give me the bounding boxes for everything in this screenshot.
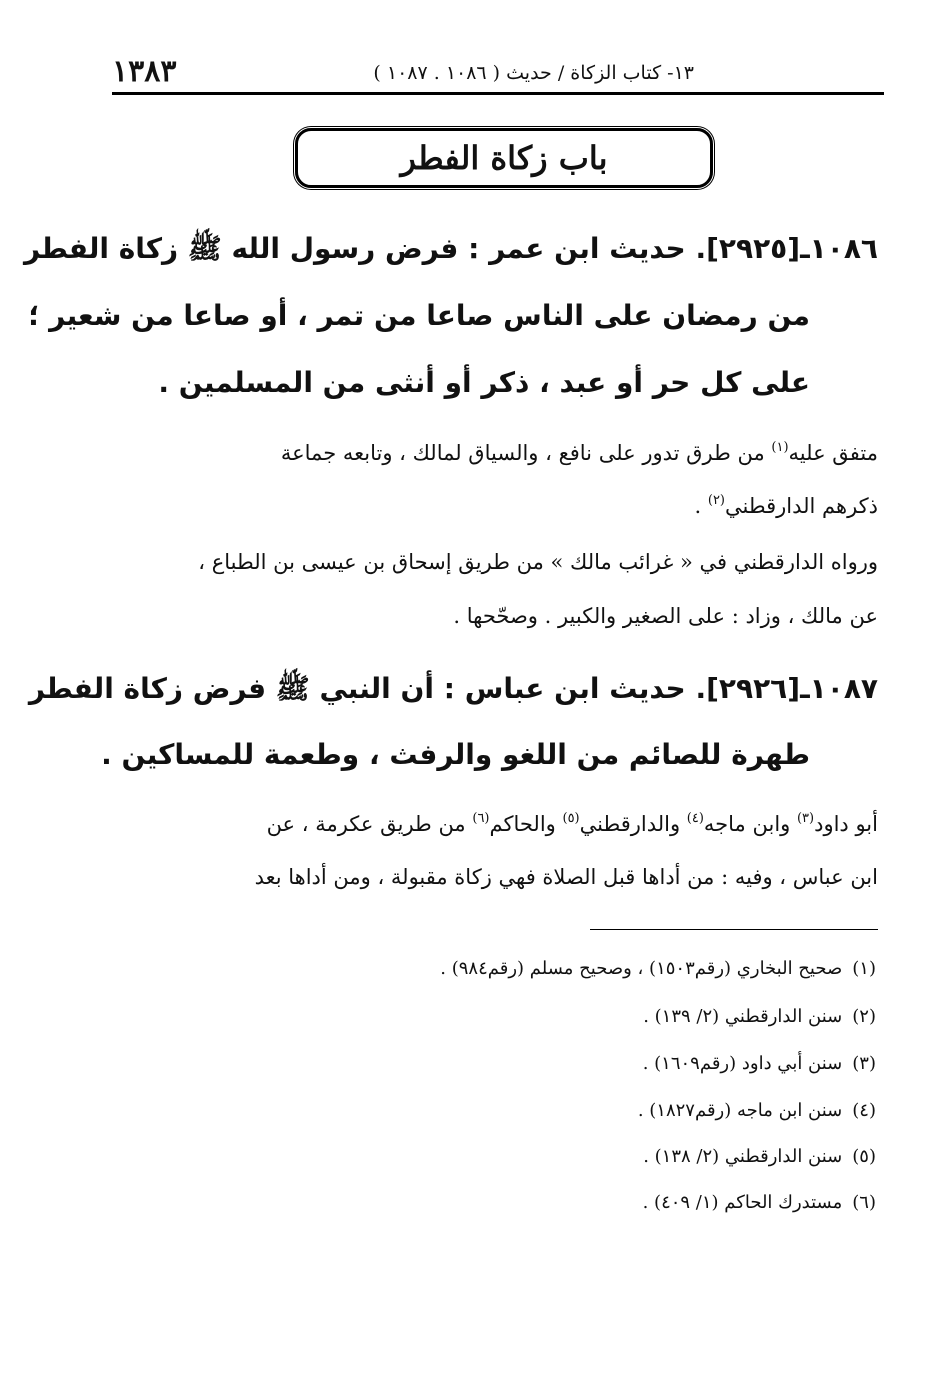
footnote-text: سنن ابن ماجه (رقم١٨٢٧) . (637, 1100, 843, 1121)
page-number: ١٣٨٣ (112, 54, 177, 89)
running-title: ١٣- كتاب الزكاة / حديث ( ١٠٨٦ . ١٠٨٧ ) (373, 62, 694, 84)
footnote-ref: (٥) (562, 811, 580, 826)
hadith-1086-line-1: ١٠٨٦ـ[٢٩٢٥]. حديث ابن عمر : فرض رسول الله ﷺ زكاة الفطر (23, 232, 878, 265)
hadith-1086-line-2: من رمضان على الناس صاعا من تمر ، أو صاعا من شعير ؛ (28, 299, 810, 332)
footnote-4 (638, 1100, 876, 1121)
commentary-1086-line-3: ورواه الدارقطني في « غرائب مالك » من طريق إسحاق بن عيسى بن الطباع ، (198, 550, 878, 574)
footnote-text: مستدرك الحاكم (١/ ٤٠٩) . (642, 1192, 843, 1213)
footnote-text: سنن الدارقطني (٢/ ١٣٩) . (643, 1006, 843, 1027)
commentary-text: . (694, 494, 708, 518)
footnote-ref: (٤) (686, 811, 704, 826)
commentary-1086-line-1 (281, 440, 878, 465)
commentary-text: أبو داود (814, 812, 878, 836)
footnote-separator (590, 929, 878, 930)
footnote-number: (٤) (852, 1100, 876, 1121)
commentary-1087-line-1 (267, 811, 878, 836)
page-header (112, 52, 884, 95)
footnote-2 (643, 1006, 876, 1027)
hadith-1087-line-1: ١٠٨٧ـ[٢٩٢٦]. حديث ابن عباس : أن النبي ﷺ فرض زكاة الفطر (28, 672, 878, 705)
footnote-1 (440, 958, 876, 979)
footnote-3 (643, 1053, 876, 1074)
commentary-text: والدارقطني (579, 812, 687, 836)
commentary-1086-line-2 (695, 493, 879, 518)
footnote-ref: (٢) (707, 493, 725, 508)
footnote-ref: (٦) (472, 811, 490, 826)
footnote-number: (٦) (852, 1192, 876, 1213)
footnote-text: سنن أبي داود (رقم١٦٠٩) . (642, 1053, 843, 1074)
commentary-1087-line-2: ابن عباس ، وفيه : من أداها قبل الصلاة فهي زكاة مقبولة ، ومن أداها بعد (254, 865, 878, 889)
footnote-number: (٥) (852, 1146, 876, 1167)
commentary-text: ذكرهم الدارقطني (725, 494, 878, 518)
footnote-text: سنن الدارقطني (٢/ ١٣٨) . (643, 1146, 843, 1167)
chapter-title: باب زكاة الفطر (400, 139, 608, 177)
chapter-title-box (295, 128, 713, 188)
commentary-text: وابن ماجه (703, 812, 797, 836)
commentary-text: من طرق تدور على نافع ، والسياق لمالك ، وتابعه جماعة (280, 441, 772, 465)
footnote-number: (٢) (852, 1006, 876, 1027)
hadith-1086-line-3: على كل حر أو عبد ، ذكر أو أنثى من المسلمين . (158, 366, 810, 399)
footnote-ref: (٣) (796, 811, 815, 826)
footnote-6 (643, 1192, 876, 1213)
commentary-text: والحاكم (489, 812, 563, 836)
commentary-text: من طريق عكرمة ، عن (266, 812, 473, 836)
commentary-1086-line-4: عن مالك ، وزاد : على الصغير والكبير . وصحّحها . (453, 604, 878, 628)
footnote-text: صحيح البخاري (رقم١٥٠٣) ، وصحيح مسلم (رقم٩٨٤) . (440, 958, 843, 979)
commentary-text: متفق عليه (788, 441, 878, 465)
footnote-5 (643, 1146, 876, 1167)
footnote-number: (١) (852, 958, 876, 979)
footnote-number: (٣) (852, 1053, 876, 1074)
footnote-ref: (١) (771, 440, 789, 455)
hadith-1087-line-2: طهرة للصائم من اللغو والرفث ، وطعمة للمساكين . (101, 738, 810, 771)
